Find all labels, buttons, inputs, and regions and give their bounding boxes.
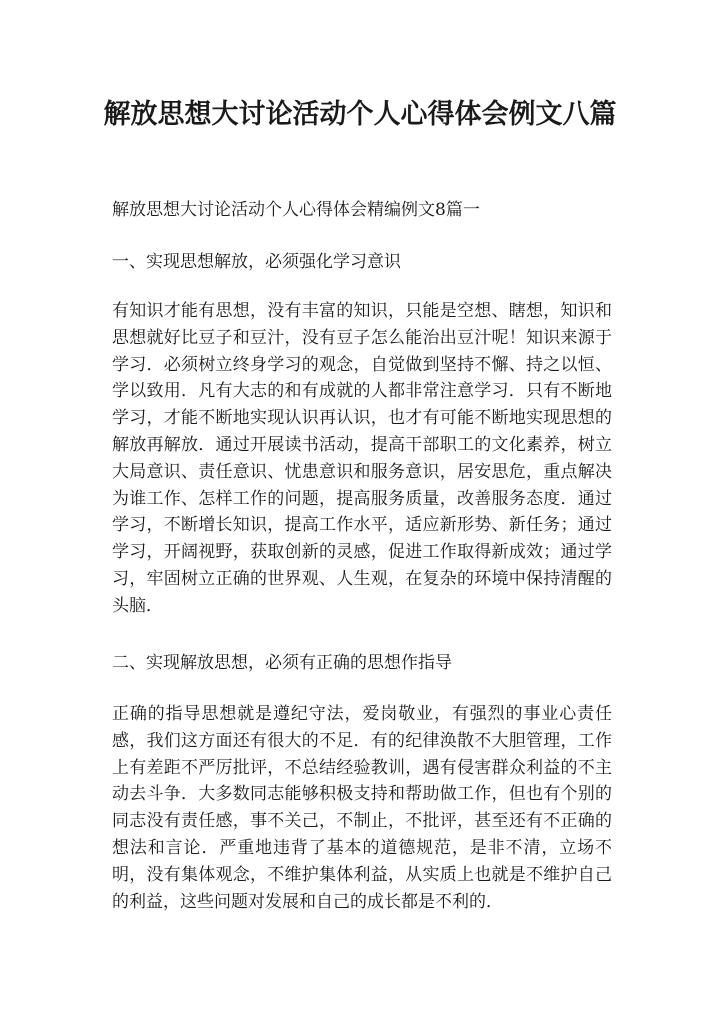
section-paragraph-2: 正确的指导思想就是遵纪守法，爱岗敬业，有强烈的事业心责任感，我们这方面还有很大的不足．有的纪律涣散不大胆管理，工作上有差距不严厉批评，不总结经验教训，遇有侵害群众利益的不主动去斗争．大多数同志能够积极支持和帮助做工作，但也有个别的同志没有责任感，事不关己，不制止，不批评，甚至还有不正确的想法和言论．严重地违背了基本的道德规范，是非不清，立场不明，没有集体观念，不维护集体利益，从实质上也就是不维护自己的利益，这些问题对发展和自己的成长都是不利的． xyxy=(112,704,612,912)
document-subtitle: 解放思想大讨论活动个人心得体会精编例文8篇一 xyxy=(112,200,480,220)
section-heading-2: 二、实现解放思想，必须有正确的思想作指导 xyxy=(112,653,452,673)
document-title: 解放思想大讨论活动个人心得体会例文八篇 xyxy=(103,99,617,130)
section-heading-1: 一、实现思想解放，必须强化学习意识 xyxy=(112,252,401,272)
section-paragraph-1: 有知识才能有思想，没有丰富的知识，只能是空想、瞎想，知识和思想就好比豆子和豆汁，没有豆子怎么能治出豆汁呢！知识来源于学习．必须树立终身学习的观念，自觉做到坚持不懈、持之以恒、学以致用．凡有大志的和有成就的人都非常注意学习．只有不断地学习，才能不断地实现认识再认识，也才有可能不断地实现思想的解放再解放．通过开展读书活动，提高干部职工的文化素养，树立大局意识、责任意识、忧患意识和服务意识，居安思危，重点解决为谁工作、怎样工作的问题，提高服务质量，改善服务态度．通过学习，不断增长知识，提高工作水平，适应新形势、新任务；通过学习，开阔视野，获取创新的灵感，促进工作取得新成效；通过学习，牢固树立正确的世界观、人生观，在复杂的环境中保持清醒的头脑． xyxy=(112,301,612,616)
